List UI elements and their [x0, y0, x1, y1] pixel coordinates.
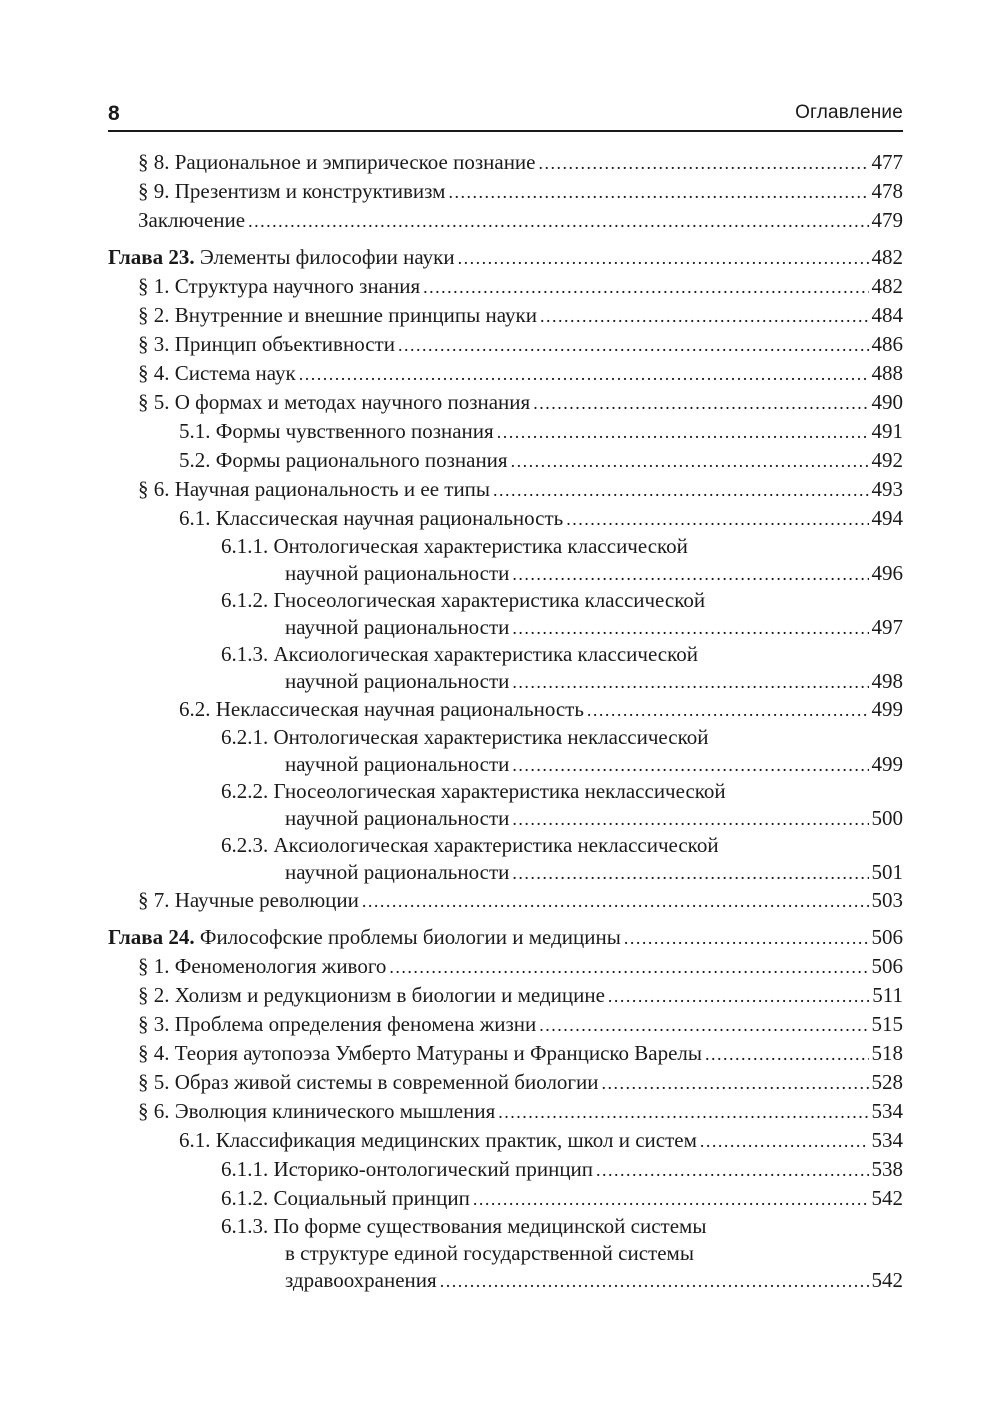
toc-entry-title: § 9. Презентизм и конструктивизм	[138, 179, 446, 203]
toc-entry-title: § 4. Теория аутопоэза Умберто Матураны и Франциско Варелы	[138, 1041, 703, 1065]
toc-entry[interactable]	[108, 778, 903, 832]
toc-page-number: 477	[871, 150, 903, 174]
toc-page-number: 518	[871, 1041, 903, 1065]
toc-page-number: 499	[871, 697, 903, 721]
toc-entry-title: § 3. Проблема определения феномена жизни	[138, 1012, 537, 1036]
toc-page-number: 503	[871, 888, 903, 912]
toc-entry[interactable]	[108, 177, 903, 206]
toc-entry[interactable]	[108, 1010, 903, 1039]
toc-page-number: 478	[871, 179, 903, 203]
toc-page-number: 498	[871, 669, 903, 693]
toc-entry[interactable]	[108, 475, 903, 504]
dot-leader	[566, 504, 868, 534]
toc-page-number: 542	[871, 1268, 903, 1292]
toc-entry[interactable]	[108, 417, 903, 446]
toc-entry-title: § 3. Принцип объективности	[138, 332, 395, 356]
dot-leader	[587, 695, 869, 725]
dot-leader	[448, 177, 868, 207]
chapter-label: Глава 23.	[108, 245, 195, 269]
toc-entry-title: § 8. Рациональное и эмпирическое познание	[138, 150, 536, 174]
toc-entry[interactable]	[108, 206, 903, 235]
toc-entry[interactable]	[108, 724, 903, 778]
toc-entry[interactable]	[108, 1039, 903, 1068]
toc-entry-title-continuation: в структуре единой государственной системы	[285, 1241, 694, 1265]
dot-leader	[533, 388, 868, 418]
toc-entry[interactable]	[108, 886, 903, 915]
toc-entry-title: 6.1. Классическая научная рациональность	[179, 506, 564, 530]
toc-entry-title: 6.2. Неклассическая научная рациональность	[179, 697, 584, 721]
dot-leader	[512, 668, 868, 696]
toc-entry[interactable]	[108, 587, 903, 641]
dot-leader	[362, 886, 869, 916]
dot-leader	[493, 475, 868, 505]
toc-entry[interactable]	[108, 1213, 903, 1294]
dot-leader	[602, 1068, 869, 1098]
running-title: Оглавление	[795, 102, 903, 123]
toc-page-number: 534	[871, 1128, 903, 1152]
toc-page-number: 491	[871, 419, 903, 443]
toc-page-number: 486	[871, 332, 903, 356]
toc-page-number: 479	[871, 208, 903, 232]
toc-entry[interactable]	[108, 504, 903, 533]
toc-entry-title: § 2. Холизм и редукционизм в биологии и медицине	[138, 983, 605, 1007]
toc-entry-title-continuation: здравоохранения	[285, 1268, 437, 1292]
dot-leader	[624, 923, 869, 953]
toc-entry-title: 6.1.2. Гносеологическая характеристика классической	[221, 588, 706, 612]
dot-leader	[498, 1097, 868, 1127]
toc-entry[interactable]	[108, 359, 903, 388]
table-of-contents	[108, 148, 903, 1294]
toc-page-number: 499	[871, 752, 903, 776]
toc-entry-title: § 7. Научные революции	[138, 888, 359, 912]
toc-entry-title: 6.1.1. Онтологическая характеристика классической	[221, 534, 688, 558]
toc-entry-title: § 1. Феноменология живого	[138, 954, 387, 978]
toc-entry-title: Философские проблемы биологии и медицины	[194, 925, 621, 949]
toc-entry[interactable]	[108, 1155, 903, 1184]
dot-leader	[512, 805, 868, 833]
toc-entry-title: 5.1. Формы чувственного познания	[179, 419, 494, 443]
toc-entry[interactable]	[108, 1184, 903, 1213]
toc-page-number: 490	[871, 390, 903, 414]
toc-page-number: 538	[871, 1157, 903, 1181]
dot-leader	[608, 981, 869, 1011]
toc-entry-title-continuation: научной рациональности	[285, 806, 510, 830]
running-header	[108, 100, 903, 132]
dot-leader	[389, 952, 868, 982]
dot-leader	[398, 330, 869, 360]
dot-leader	[512, 614, 868, 642]
toc-page-number: 496	[871, 561, 903, 585]
toc-entry[interactable]	[108, 446, 903, 475]
toc-page-number: 482	[871, 274, 903, 298]
toc-entry-title: 5.2. Формы рационального познания	[179, 448, 508, 472]
toc-entry-title: § 5. Образ живой системы в современной биологии	[138, 1070, 599, 1094]
toc-entry[interactable]	[108, 148, 903, 177]
toc-entry-title: 6.1.2. Социальный принцип	[221, 1186, 470, 1210]
toc-entry-title: 6.1.1. Историко-онтологический принцип	[221, 1157, 594, 1181]
toc-page-number: 493	[871, 477, 903, 501]
dot-leader	[705, 1039, 868, 1069]
toc-entry-title: 6.2.1. Онтологическая характеристика неклассической	[221, 725, 709, 749]
dot-leader	[539, 1010, 868, 1040]
dot-leader	[458, 243, 869, 273]
toc-page-number: 501	[871, 860, 903, 884]
toc-page-number: 511	[872, 983, 903, 1007]
toc-entry[interactable]	[108, 695, 903, 724]
dot-leader	[512, 859, 868, 887]
toc-chapter-entry[interactable]	[108, 243, 903, 272]
toc-entry[interactable]	[108, 533, 903, 587]
dot-leader	[473, 1184, 869, 1214]
dot-leader	[299, 359, 869, 389]
toc-page-number: 534	[871, 1099, 903, 1123]
toc-entry-title-continuation: научной рациональности	[285, 860, 510, 884]
toc-page-number: 492	[871, 448, 903, 472]
toc-entry-title: § 5. О формах и методах научного познания	[138, 390, 531, 414]
dot-leader	[248, 206, 868, 236]
toc-entry[interactable]	[108, 388, 903, 417]
dot-leader	[440, 1267, 869, 1295]
toc-entry[interactable]	[108, 272, 903, 301]
dot-leader	[596, 1155, 868, 1185]
toc-entry-title: § 2. Внутренние и внешние принципы науки	[138, 303, 537, 327]
toc-page-number: 506	[871, 925, 903, 949]
dot-leader	[700, 1126, 869, 1156]
dot-leader	[497, 417, 869, 447]
dot-leader	[511, 446, 869, 476]
toc-entry-title: Заключение	[138, 208, 246, 232]
toc-page-number: 494	[871, 506, 903, 530]
toc-entry[interactable]	[108, 1097, 903, 1126]
toc-chapter-entry[interactable]	[108, 923, 903, 952]
toc-entry-title: Элементы философии науки	[194, 245, 455, 269]
toc-entry-title: 6.1.3. По форме существования медицинской системы	[221, 1214, 707, 1238]
toc-entry[interactable]	[108, 641, 903, 695]
toc-entry-title: 6.1.3. Аксиологическая характеристика классической	[221, 642, 699, 666]
toc-entry[interactable]	[108, 832, 903, 886]
dot-leader	[512, 751, 868, 779]
toc-entry-title: § 4. Система наук	[138, 361, 296, 385]
toc-entry-title-continuation: научной рациональности	[285, 669, 510, 693]
toc-entry-title-continuation: научной рациональности	[285, 752, 510, 776]
toc-page-number: 484	[871, 303, 903, 327]
toc-entry[interactable]	[108, 1126, 903, 1155]
toc-entry-title: 6.1. Классификация медицинских практик, школ и систем	[179, 1128, 697, 1152]
toc-entry-title: 6.2.2. Гносеологическая характеристика неклассической	[221, 779, 726, 803]
toc-page-number: 482	[871, 245, 903, 269]
toc-entry[interactable]	[108, 952, 903, 981]
toc-entry[interactable]	[108, 330, 903, 359]
chapter-label: Глава 24.	[108, 925, 195, 949]
dot-leader	[512, 560, 868, 588]
toc-entry-title-continuation: научной рациональности	[285, 561, 510, 585]
toc-page-number: 488	[871, 361, 903, 385]
toc-entry-title: 6.2.3. Аксиологическая характеристика неклассической	[221, 833, 719, 857]
dot-leader	[423, 272, 868, 302]
toc-entry-title-continuation: научной рациональности	[285, 615, 510, 639]
toc-entry-title: § 6. Научная рациональность и ее типы	[138, 477, 491, 501]
dot-leader	[540, 301, 869, 331]
toc-page-number: 500	[871, 806, 903, 830]
toc-entry-title: § 1. Структура научного знания	[138, 274, 421, 298]
page-number: 8	[108, 102, 120, 125]
toc-entry-title: § 6. Эволюция клинического мышления	[138, 1099, 496, 1123]
toc-page-number: 506	[871, 954, 903, 978]
toc-page-number: 528	[871, 1070, 903, 1094]
toc-page-number: 542	[871, 1186, 903, 1210]
toc-entry[interactable]	[108, 981, 903, 1010]
toc-page-number: 497	[871, 615, 903, 639]
toc-entry[interactable]	[108, 1068, 903, 1097]
toc-page-number: 515	[871, 1012, 903, 1036]
toc-entry[interactable]	[108, 301, 903, 330]
dot-leader	[539, 148, 869, 178]
